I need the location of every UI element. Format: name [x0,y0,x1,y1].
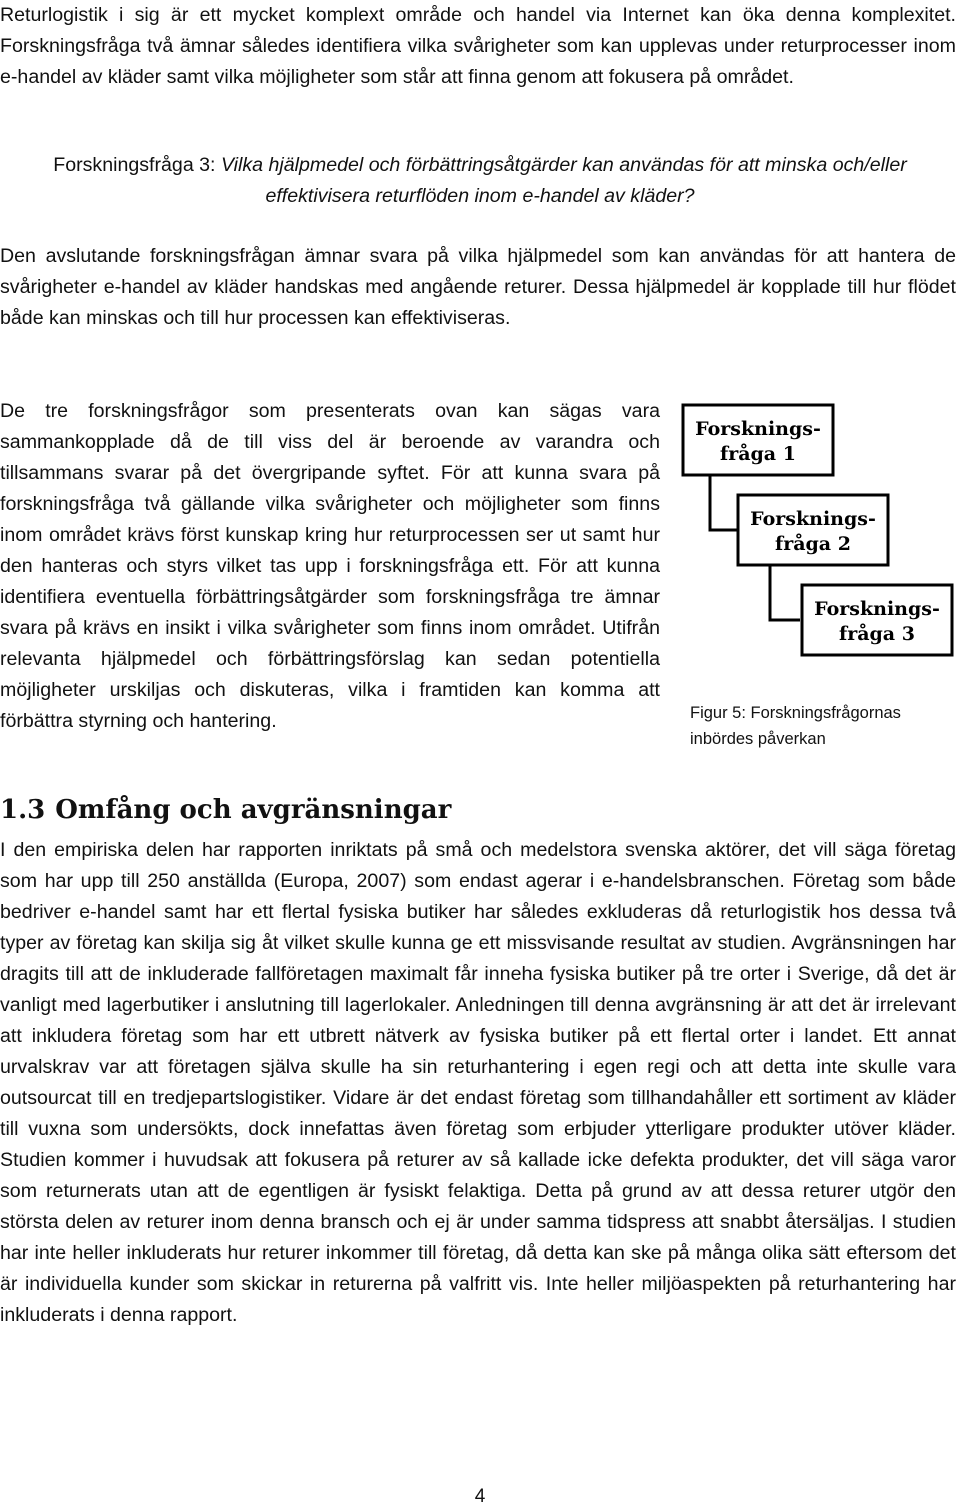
research-question-3 [0,150,960,212]
section-number: 1.3 [0,795,46,825]
connection-paragraph: De tre forskningsfrågor som presenterats ovan kan sägas vara sammankopplade då de till viss del är beroende av varandra och tillsammans svarar på det övergripande syftet. För att kunna svara på forskningsfråga två gällande vilka svårigheter och möjligheter som finns inom området krävs först kunskap kring hur returprocessen ser ut samt hur den hanteras och styrs vilket tas upp i forskningsfråga ett. För att kunna identifiera eventuella förbättringsåtgärder som forskningsfråga tre ämnar svara på krävs en insikt i vilka svårigheter som finns inom området. Utifrån relevanta hjälpmedel och förbättringsförslag kan sedan potentiella möjligheter urskiljas och diskuteras, vilka i framtiden kan komma att förbättra styrning och hantering. [0,400,660,732]
section-heading [0,790,451,830]
figure-box-1-line1: Forsknings- [695,418,821,440]
section-title: Omfång och avgränsningar [55,795,452,825]
scope-paragraph: I den empiriska delen har rapporten inriktats på små och medelstora svenska aktörer, det vill säga företag som har upp till 250 anställda (Europa, 2007) som endast agerar i e-handelsbranschen. Företag som både bedriver e-handel samt har ett flertal fysiska butiker har således exkluderas då returlogistik hos dessa två typer av företag kan skilja sig åt vilket skulle kunna ge ett missvisande resultat av studien. Avgränsningen har dragits till att de inkluderade fallföretagen maximalt får inneha fysiska butiker på tre orter i Sverige, då det är vanligt med lagerbutiker i anslutning till lagerlokaler. Anledningen till denna avgränsning är att det är irrelevant att inkludera företag som har ett utbrett nätverk av fysiska butiker på ett flertal orter i landet. Ett annat urvalskrav var att företagen själva skulle ha sin returhantering i egen regi och att detta inte skulle vara outsourcat till en tredjepartslogistiker. Vidare är det endast företag som tillhandahåller ett sortiment av kläder till vuxna som undersökts, dock innefattas även företag som erbjuder ytterligare produkter utöver kläder. Studien kommer i huvudsak att fokusera på returer av så kallade icke defekta produkter, det vill säga varor som returnerats utan att de egentligen är fysiskt felaktiga. Detta på grund av att dessa returer utgör den största delen av returer inom denna bransch och ej är under samma tidspress att snabbt återsäljas. I studien har inte heller inkluderats hur returer inkommer till företag, då detta kan ske på många olika sätt eftersom det är individuella kunder som skickar in returerna på valfritt vis. Inte heller miljöaspekten på returhantering har inkluderats i denna rapport. [0,839,956,1326]
intro-paragraph: Returlogistik i sig är ett mycket komplext område och handel via Internet kan öka denna komplexitet. Forskningsfråga två ämnar således identifiera vilka svårigheter som kan upplevas under returprocesser inom e-handel av kläder samt vilka möjligheter som står att finna genom att fokusera på området. [0,4,956,88]
figure-box-2-line2: fråga 2 [775,533,851,555]
figure-box-2-line1: Forsknings- [750,508,876,530]
research-question-3-text: Vilka hjälpmedel och förbättringsåtgärder kan användas för att minska och/eller effektivisera returflöden inom e-handel av kläder? [220,154,907,207]
figure-box-1-line2: fråga 1 [720,443,796,465]
figure-box-3-line2: fråga 3 [839,623,915,645]
page-number: 4 [474,1486,486,1507]
figure-diagram [680,402,956,662]
figure-box-3-line1: Forsknings- [814,598,940,620]
figure-caption: Figur 5: Forskningsfrågornas inbördes påverkan [690,704,901,748]
research-question-3-label: Forskningsfråga 3: [53,154,221,176]
closing-question-paragraph: Den avslutande forskningsfrågan ämnar svara på vilka hjälpmedel som kan användas för att hantera de svårigheter e-handel av kläder handskas med angående returer. Dessa hjälpmedel är kopplade till hur flödet både kan minskas och till hur processen kan effektiviseras. [0,245,956,329]
research-questions-figure [680,402,956,662]
